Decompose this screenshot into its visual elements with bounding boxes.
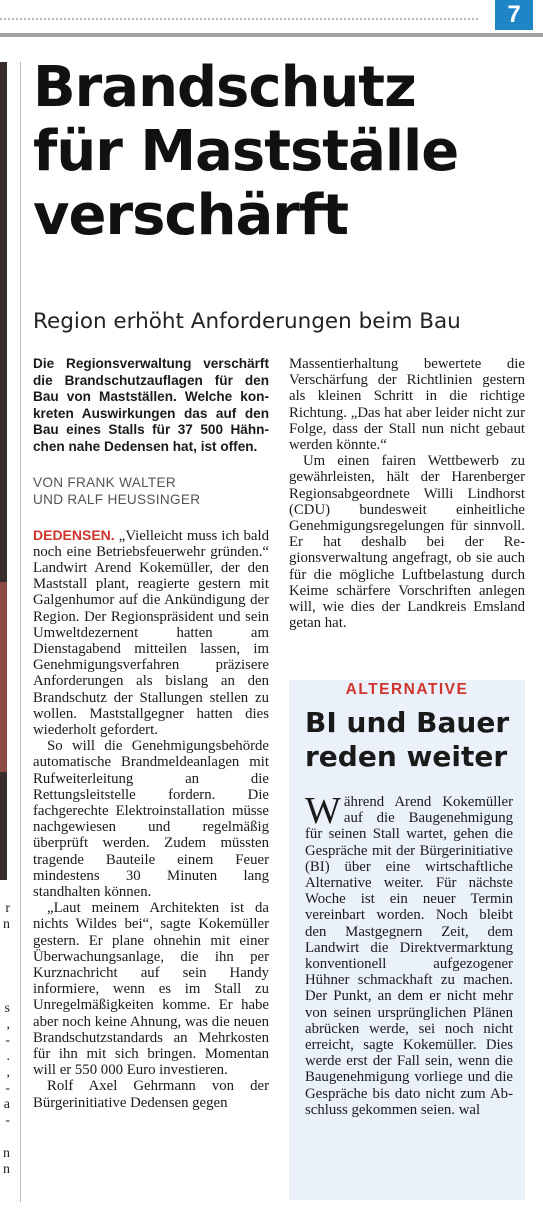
header-rule (0, 33, 543, 37)
adjacent-text-fragment: n (3, 1162, 10, 1177)
byline (33, 474, 269, 508)
sidebar-kicker: ALTERNATIVE (345, 681, 469, 698)
article-column-1 (33, 356, 269, 1111)
article-subheadline: Region erhöht Anforderungen beim Bau (33, 309, 461, 334)
byline-author: VON FRANK WALTER (33, 474, 177, 490)
article-paragraph: „Laut meinem Architekten ist da nichts Wildes bei“, sagte Kokemüller gestern. Er plane ohnehin mit einer Überwachungsanlage, die ihn per Kurznachricht auf sein Handy informiere, wenn es im Stall zu Unregelmäßigkeiten komme. Er habe aber noch keine Ahnung, was die neuen Brandschutzstandards an Mehrkosten für ihn mit sich bringen. Momentan will er 550 000 Euro investieren. (33, 900, 269, 1079)
adjacent-photo-edge (0, 62, 7, 880)
adjacent-text-fragment: , (6, 1065, 10, 1080)
article-paragraph (33, 527, 269, 739)
sidebar-headline-line: reden weiter (305, 740, 508, 773)
adjacent-text-fragment: n (3, 917, 10, 932)
sidebar-text (305, 790, 513, 1118)
adjacent-text-fragment: , (6, 1017, 10, 1032)
sidebar-box (289, 680, 525, 1200)
adjacent-text-fragment: s (4, 1001, 10, 1016)
article-paragraph: Um einen fairen Wettbewerb zu gewährleisten, hält der Harenberger Regionsabgeordnete Willi Lindhorst (CDU) bundesweit einheitliche Genehmigungsregelungen für sinnvoll. Er hat deshalb bei der Regionsverwaltung angefragt, ob sie auch für die mögliche Luftbelastung durch Keime schärfere Vorschriften anlegen will, wie dies der Landkreis Emsland getan hat. (289, 453, 525, 632)
article-paragraph-continued: Massentierhaltung bewertete die Verschärfung der Richtlinien gestern als kleinen Schritt in die richtige Richtung. „Das hat aber leider nicht zur Folge, dass der Stall nun nicht gebaut werden könnte.“ (289, 356, 525, 454)
headline-line: für Mastställe (33, 119, 459, 184)
headline-line: Brandschutz (33, 55, 416, 120)
article-headline (33, 56, 538, 248)
article-paragraph: Rolf Axel Gehrmann von der Bürgerinitiative Dedensen gegen (33, 1078, 269, 1111)
sidebar-body: ährend Arend Kokemüller auf die Baugenehmigung für seinen Stall wartet, gehen die Gespräche mit der Bürgerinitiative (BI) über eine wirtschaftliche Alternative weiter. Für nächste Woche ist ein neuer Termin vereinbart worden. Noch bleibt den Mastgegnern Zeit, dem Landwirt die Direktvermarktung konventionell aufgezogener Hühner schmackhaft zu machen. Der Punkt, an dem er nicht mehr von seinen ursprünglichen Plänen abrücken werde, sei noch nicht erreicht, sagte Kokemüller. Dies werde erst der Fall sein, wenn die Baugenehmigung vorliege und die Gespräche bis dato nicht zum Abschluss gekommen seien. wal (305, 794, 513, 1118)
adjacent-text-fragment: - (5, 1081, 10, 1096)
adjacent-text-fragment: a (3, 1097, 10, 1112)
adjacent-text-fragment: - (5, 1033, 10, 1048)
sidebar-headline (305, 706, 520, 774)
column-rule (20, 62, 21, 1202)
sidebar-headline-line: BI und Bauer (305, 706, 510, 739)
page-number: 7 (495, 0, 533, 30)
drop-cap: W (305, 790, 341, 832)
article-lead: Die Regionsverwaltung verschärft die Brandschutzauflagen für den Bau von Mastställen. Welche konkreten Auswirkungen das auf den Bau eines Stalls für 37 500 Hähnchen nahe Dedensen hat, ist offen. (33, 356, 269, 454)
top-dotted-rule (0, 18, 478, 20)
adjacent-text-fragment: n (3, 1146, 10, 1161)
adjacent-text-fragment: . (6, 1049, 10, 1064)
byline-author: UND RALF HEUSSINGER (33, 491, 201, 507)
adjacent-text-fragment: r (5, 901, 10, 916)
adjacent-text-fragment: - (5, 1113, 10, 1128)
article-paragraph: So will die Genehmigungsbehörde automatische Brandmeldeanlagen mit Rufweiterleitung an die Rettungsleitstelle fordern. Die fachgerechte Elektroinstallation müsse nachgewiesen und regelmäßig überprüft werden. Zudem müssten tragende Bauteile einem Feuer mindestens 30 Minuten lang standhalten können. (33, 738, 269, 901)
dateline: DEDENSEN. (33, 526, 115, 543)
paragraph-text: „Vielleicht muss ich bald noch eine Betriebsfeuerwehr gründen.“ Landwirt Arend Kokemüller, der den Maststall plant, reagierte gestern mit Galgenhumor auf die Ankündigung der Region. Der Regionspräsident und sein Umweltdezernent hatten am Dienstagabend mitteilen lassen, im Genehmigungsverfahren präzisere Anforderungen als bislang an den Brandschutz der Stallungen stellen zu wollen. Maststallgegner hatten dies wiederholt gefordert. (33, 527, 269, 738)
article-column-2 (289, 356, 525, 631)
headline-line: verschärft (33, 183, 349, 248)
